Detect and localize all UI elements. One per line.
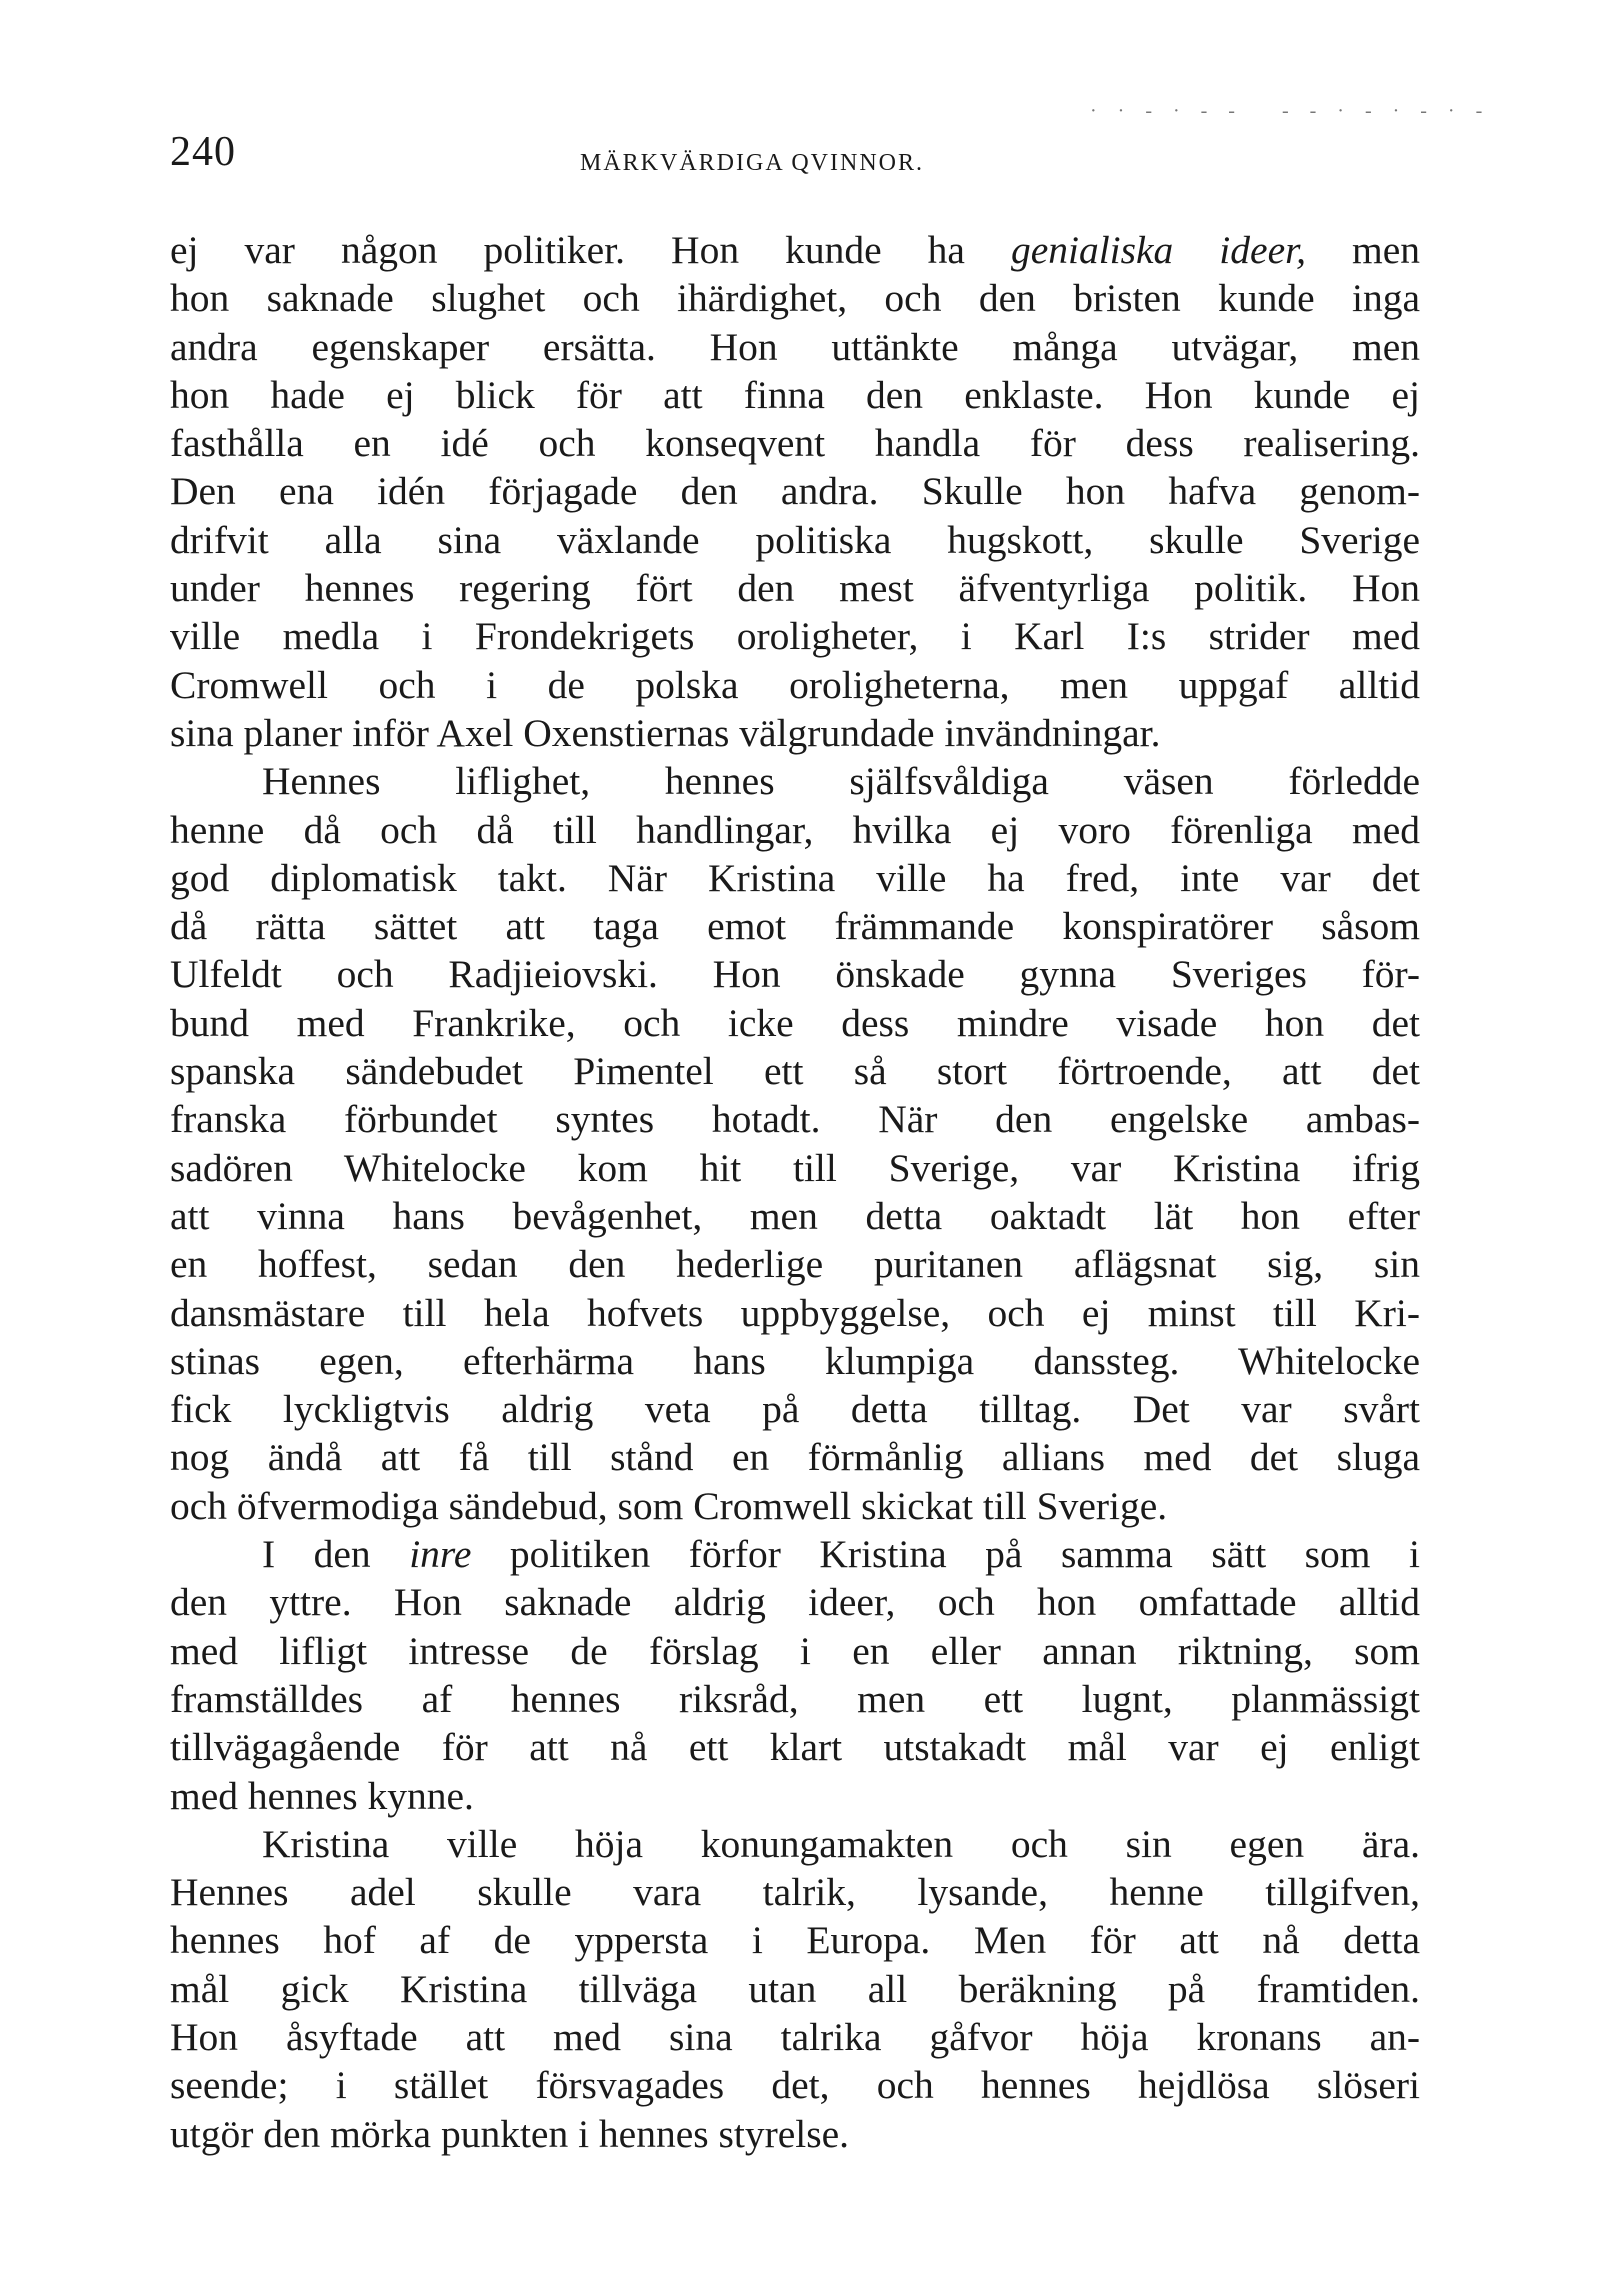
text-line <box>170 1192 1420 1240</box>
text-line <box>170 1530 1420 1578</box>
text-segment: mål gick Kristina tillväga utan all beräkning på framtiden. <box>170 1966 1420 2011</box>
text-line <box>170 1337 1420 1385</box>
page-header <box>170 128 1420 188</box>
text-segment: dansmästare till hela hofvets uppbyggelse, och ej minst till Kri- <box>170 1290 1420 1335</box>
text-segment: sina planer inför Axel Oxenstiernas välgrundade invändningar. <box>170 710 1161 755</box>
text-line <box>170 1965 1420 2013</box>
text-segment: sadören Whitelocke kom hit till Sverige, var Kristina ifrig <box>170 1145 1420 1190</box>
text-segment: då rätta sättet att taga emot främmande konspiratörer såsom <box>170 904 1420 949</box>
text-segment: med lifligt intresse de förslag i en eller annan riktning, som <box>170 1628 1420 1673</box>
text-line <box>170 226 1420 274</box>
text-line <box>170 661 1420 709</box>
text-segment: franska förbundet syntes hotadt. När den engelske ambas- <box>170 1097 1420 1142</box>
text-line <box>170 1675 1420 1723</box>
text-line <box>170 1095 1420 1143</box>
text-segment: Cromwell och i de polska oroligheterna, men uppgaf alltid <box>170 662 1420 707</box>
text-line <box>170 1916 1420 1964</box>
text-line <box>170 1289 1420 1337</box>
text-line <box>170 2061 1420 2109</box>
text-segment: Hon åsyftade att med sina talrika gåfvor höja kronans an- <box>170 2014 1420 2059</box>
text-line <box>170 1482 1420 1530</box>
text-segment: spanska sändebudet Pimentel ett så stort förtroende, att det <box>170 1049 1420 1094</box>
text-line <box>170 709 1420 757</box>
text-segment: Ulfeldt och Radjieiovski. Hon önskade gynna Sveriges för- <box>170 952 1420 997</box>
text-line <box>170 516 1420 564</box>
text-segment: hennes hof af de yppersta i Europa. Men för att nå detta <box>170 1918 1420 1963</box>
text-line <box>170 274 1420 322</box>
text-line <box>170 1047 1420 1095</box>
text-line <box>170 1578 1420 1626</box>
text-segment: Hennes liflighet, hennes själfsvåldiga väsen förledde <box>262 759 1420 804</box>
text-segment: drifvit alla sina växlande politiska hugskott, skulle Sverige <box>170 517 1420 562</box>
scan-specks: · · - · - - - - · - · - · - <box>1090 100 1491 122</box>
text-segment: stinas egen, efterhärma hans klumpiga danssteg. Whitelocke <box>170 1338 1420 1383</box>
text-line <box>170 467 1420 515</box>
text-line <box>170 854 1420 902</box>
text-line <box>170 806 1420 854</box>
text-segment: under hennes regering fört den mest äfventyrliga politik. Hon <box>170 566 1420 611</box>
text-line <box>170 323 1420 371</box>
text-segment: med hennes kynne. <box>170 1773 474 1818</box>
text-line <box>170 1820 1420 1868</box>
text-segment: den yttre. Hon saknade aldrig ideer, och hon omfattade alltid <box>170 1580 1420 1625</box>
text-segment: fasthålla en idé och konseqvent handla för dess realisering. <box>170 421 1420 466</box>
text-segment: tillvägagående för att nå ett klart utstakadt mål var ej enligt <box>170 1725 1420 1770</box>
text-line <box>170 1723 1420 1771</box>
text-line <box>170 419 1420 467</box>
text-line <box>170 757 1420 805</box>
text-segment: att vinna hans bevågenhet, men detta oaktadt lät hon efter <box>170 1193 1420 1238</box>
text-segment: Den ena idén förjagade den andra. Skulle hon hafva genom- <box>170 469 1420 514</box>
text-segment: nog ändå att få till stånd en förmånlig allians med det sluga <box>170 1435 1420 1480</box>
body-text <box>170 226 1420 2158</box>
text-segment: fick lyckligtvis aldrig veta på detta tilltag. Det var svårt <box>170 1387 1420 1432</box>
text-line <box>170 1144 1420 1192</box>
text-line <box>170 999 1420 1047</box>
text-line <box>170 1240 1420 1288</box>
text-segment: Hennes adel skulle vara talrik, lysande, henne tillgifven, <box>170 1870 1420 1915</box>
text-segment: andra egenskaper ersätta. Hon uttänkte många utvägar, men <box>170 324 1420 369</box>
text-line <box>170 1772 1420 1820</box>
text-line <box>170 1868 1420 1916</box>
italic-text: genialiska ideer, <box>1010 228 1306 272</box>
text-line <box>170 950 1420 998</box>
text-segment: I den <box>262 1532 410 1577</box>
text-line <box>170 612 1420 660</box>
text-segment: hon saknade slughet och ihärdighet, och den bristen kunde inga <box>170 276 1420 321</box>
text-segment: utgör den mörka punkten i hennes styrelse. <box>170 2111 850 2156</box>
text-segment: men <box>1305 228 1420 272</box>
text-line <box>170 2110 1420 2158</box>
text-line <box>170 1433 1420 1481</box>
running-head: MÄRKVÄRDIGA QVINNOR. <box>580 150 925 176</box>
text-segment: politiken förfor Kristina på samma sätt som i <box>471 1532 1420 1577</box>
text-segment: framställdes af hennes riksråd, men ett lugnt, planmässigt <box>170 1676 1420 1721</box>
text-line <box>170 1627 1420 1675</box>
text-segment: Kristina ville höja konungamakten och sin egen ära. <box>262 1821 1420 1866</box>
text-segment: ej var någon politiker. Hon kunde ha <box>170 228 1011 272</box>
page-number: 240 <box>170 129 236 175</box>
text-line <box>170 564 1420 612</box>
text-line <box>170 902 1420 950</box>
text-segment: henne då och då till handlingar, hvilka ej voro förenliga med <box>170 807 1420 852</box>
italic-text: inre <box>409 1532 472 1577</box>
text-line <box>170 371 1420 419</box>
text-segment: en hoffest, sedan den hederlige puritanen aflägsnat sig, sin <box>170 1242 1420 1287</box>
text-line <box>170 1385 1420 1433</box>
text-segment: hon hade ej blick för att finna den enklaste. Hon kunde ej <box>170 372 1420 417</box>
text-segment: god diplomatisk takt. När Kristina ville ha fred, inte var det <box>170 855 1420 900</box>
text-segment: seende; i stället försvagades det, och hennes hejdlösa slöseri <box>170 2063 1420 2108</box>
text-segment: och öfvermodiga sändebud, som Cromwell skickat till Sverige. <box>170 1483 1168 1528</box>
text-segment: ville medla i Frondekrigets oroligheter, i Karl I:s strider med <box>170 614 1420 659</box>
text-line <box>170 2013 1420 2061</box>
text-segment: bund med Frankrike, och icke dess mindre visade hon det <box>170 1000 1420 1045</box>
